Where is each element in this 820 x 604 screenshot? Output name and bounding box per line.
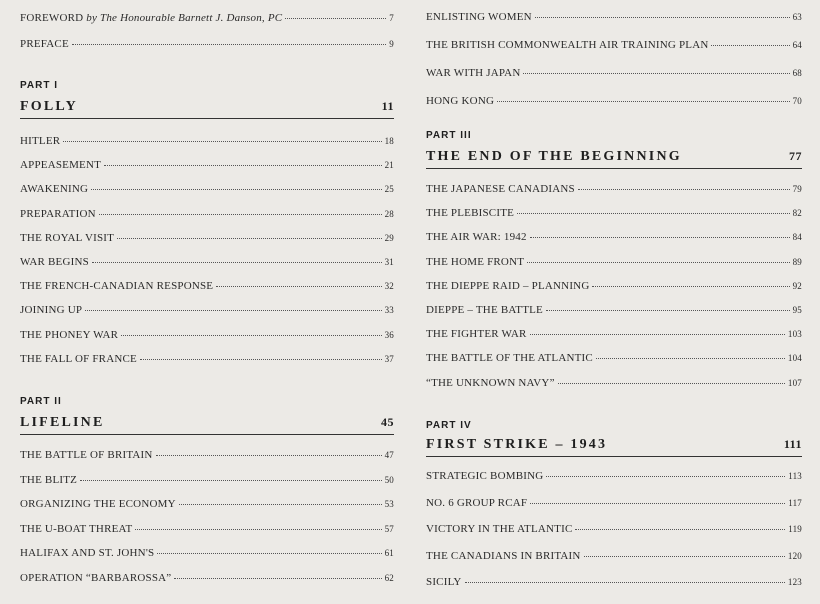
page-number: 120: [787, 550, 802, 561]
entry-title: HALIFAX AND ST. JOHN'S: [20, 547, 155, 560]
part-title[interactable]: THE END OF THE BEGINNING 77: [426, 149, 802, 169]
entry-title: THE BATTLE OF THE ATLANTIC: [426, 352, 593, 365]
entry-title: NO. 6 GROUP RCAF: [426, 496, 528, 509]
page-number: 77: [789, 149, 802, 163]
toc-entry[interactable]: [20, 474, 394, 486]
page-number: 9: [389, 39, 394, 49]
page-number: 53: [384, 499, 394, 510]
dot-leader: [592, 286, 789, 287]
entry-title: SICILY: [426, 576, 462, 589]
dot-leader: [711, 45, 789, 46]
dot-leader: [546, 476, 785, 477]
toc-entry[interactable]: [426, 328, 802, 340]
toc-entry[interactable]: [426, 576, 802, 588]
entry-title: THE FALL OF FRANCE: [20, 352, 137, 365]
dot-leader: [135, 529, 381, 530]
page-number: 62: [384, 573, 394, 583]
entry-title: ORGANIZING THE ECONOMY: [20, 498, 176, 511]
page-number: 32: [384, 281, 394, 292]
toc-entry[interactable]: [20, 353, 394, 365]
entry-title: THE PLEBISCITE: [426, 207, 515, 220]
entry-title: STRATEGIC BOMBING: [426, 470, 544, 482]
page-number: 25: [384, 184, 394, 195]
dot-leader: [99, 214, 382, 215]
page-number: 28: [384, 208, 394, 219]
part-label: PART II: [20, 396, 62, 407]
toc-entry[interactable]: [426, 523, 802, 535]
entry-title: THE U-BOAT THREAT: [20, 522, 133, 535]
part-title[interactable]: LIFELINE 45: [20, 415, 394, 435]
entry-title: THE HOME FRONT: [426, 255, 525, 268]
entry-title: THE JAPANESE CANADIANS: [426, 183, 575, 195]
page-number: 79: [792, 184, 802, 194]
page-number: 18: [384, 136, 394, 146]
entry-title: APPEASEMENT: [20, 159, 102, 172]
dot-leader: [530, 503, 785, 504]
dot-leader: [121, 335, 381, 336]
toc-entry[interactable]: [20, 159, 394, 171]
toc-entry-foreword[interactable]: FOREWORD by The Honourable Barnett J. Danson, PC 7: [20, 12, 394, 24]
page-number: 45: [381, 415, 394, 429]
toc-entry[interactable]: [426, 470, 802, 482]
toc-entry[interactable]: [426, 497, 802, 509]
page-number: 95: [792, 305, 802, 315]
dot-leader: [72, 44, 386, 45]
toc-entry[interactable]: [426, 377, 802, 389]
part-title[interactable]: FIRST STRIKE – 1943 111: [426, 437, 802, 457]
toc-entry[interactable]: [20, 304, 394, 316]
toc-entry[interactable]: [20, 135, 394, 147]
toc-entry[interactable]: [20, 256, 394, 268]
page-number: 63: [792, 12, 802, 22]
entry-title: THE DIEPPE RAID – PLANNING: [426, 279, 590, 292]
toc-entry[interactable]: [20, 523, 394, 535]
toc-entry[interactable]: [426, 207, 802, 219]
entry-title: THE AIR WAR: 1942: [426, 231, 527, 244]
toc-entry[interactable]: [20, 329, 394, 341]
dot-leader: [523, 73, 789, 74]
page-number: 103: [787, 329, 802, 340]
entry-title: THE FIGHTER WAR: [426, 328, 527, 341]
dot-leader: [575, 529, 785, 530]
entry-title: THE BLITZ: [20, 473, 78, 486]
entry-title: JOINING UP: [20, 304, 83, 317]
part-title[interactable]: FOLLY 11: [20, 99, 394, 119]
page-number: 33: [384, 305, 394, 316]
entry-title: THE ROYAL VISIT: [20, 231, 115, 244]
dot-leader: [497, 101, 789, 102]
dot-leader: [156, 455, 382, 456]
page-number: 31: [384, 257, 394, 267]
dot-leader: [285, 18, 386, 19]
dot-leader: [596, 358, 785, 359]
part-label: PART I: [20, 80, 59, 91]
entry-title: AWAKENING: [20, 183, 89, 196]
toc-entry[interactable]: [20, 449, 394, 461]
dot-leader: [179, 504, 382, 505]
dot-leader: [104, 165, 382, 166]
entry-title: PREPARATION: [20, 207, 96, 220]
toc-entry[interactable]: [426, 95, 802, 107]
toc-entry[interactable]: [20, 183, 394, 195]
page-number: 117: [788, 497, 802, 508]
dot-leader: [578, 189, 790, 190]
entry-title: THE FRENCH-CANADIAN RESPONSE: [20, 280, 214, 293]
entry-title: VICTORY IN THE ATLANTIC: [426, 523, 573, 536]
dot-leader: [157, 553, 381, 554]
dot-leader: [63, 141, 381, 142]
dot-leader: [530, 334, 785, 335]
page-number: 64: [792, 40, 802, 50]
dot-leader: [535, 17, 790, 18]
toc-entry[interactable]: [426, 280, 802, 292]
page-number: 57: [384, 523, 394, 534]
page-number: 84: [792, 232, 802, 243]
page-number: 70: [792, 96, 802, 106]
entry-title: “THE UNKNOWN NAVY”: [426, 376, 555, 389]
toc-entry[interactable]: [20, 208, 394, 220]
entry-title: THE CANADIANS IN BRITAIN: [426, 549, 581, 562]
entry-title: ENLISTING WOMEN: [426, 11, 532, 23]
page-number: 29: [384, 232, 394, 243]
page-number: 107: [787, 377, 802, 388]
dot-leader: [465, 582, 785, 583]
toc-entry[interactable]: [426, 256, 802, 268]
toc-entry[interactable]: [426, 352, 802, 364]
toc-entry[interactable]: [20, 280, 394, 292]
dot-leader: [216, 286, 381, 287]
dot-leader: [80, 480, 382, 481]
entry-title: THE BATTLE OF BRITAIN: [20, 449, 153, 461]
page-number: 111: [783, 437, 802, 451]
entry-title: THE PHONEY WAR: [20, 328, 119, 341]
dot-leader: [517, 213, 790, 214]
toc-entry[interactable]: [20, 547, 394, 559]
dot-leader: [584, 556, 785, 557]
toc-entry[interactable]: [426, 550, 802, 562]
part-label: PART III: [426, 130, 472, 141]
page-number: 89: [792, 256, 802, 267]
page-number: 123: [787, 577, 802, 588]
entry-title: OPERATION “BARBAROSSA”: [20, 572, 172, 584]
page-number: 37: [384, 353, 394, 364]
entry-title: HITLER: [20, 135, 61, 147]
toc-entry[interactable]: [426, 67, 802, 79]
dot-leader: [117, 238, 382, 239]
toc-entry[interactable]: [20, 572, 394, 584]
dot-leader: [530, 237, 790, 238]
page-number: 68: [792, 68, 802, 78]
page-number: 11: [381, 99, 394, 113]
toc-entry[interactable]: [426, 39, 802, 51]
page-number: 21: [384, 160, 394, 171]
toc-entry[interactable]: [426, 11, 802, 23]
page-number: 47: [384, 450, 394, 460]
toc-entry[interactable]: [426, 231, 802, 243]
dot-leader: [174, 578, 381, 579]
page-number: 119: [788, 524, 802, 535]
entry-title: THE BRITISH COMMONWEALTH AIR TRAINING PLAN: [426, 39, 709, 51]
toc-entry[interactable]: [20, 498, 394, 510]
dot-leader: [92, 262, 382, 263]
dot-leader: [91, 189, 381, 190]
page-number: 113: [788, 471, 802, 481]
part-label: PART IV: [426, 420, 472, 431]
toc-entry-preface[interactable]: PREFACE 9: [20, 38, 394, 50]
page-number: 7: [389, 13, 394, 23]
dot-leader: [546, 310, 790, 311]
page-number: 82: [792, 208, 802, 219]
toc-entry[interactable]: [20, 232, 394, 244]
dot-leader: [527, 262, 789, 263]
dot-leader: [140, 359, 382, 360]
toc-entry[interactable]: [426, 183, 802, 195]
page-number: 50: [384, 474, 394, 485]
toc-entry[interactable]: [426, 304, 802, 316]
entry-title: DIEPPE – THE BATTLE: [426, 304, 543, 316]
entry-title: WAR BEGINS: [20, 256, 89, 268]
page-number: 92: [792, 280, 802, 291]
entry-title: WAR WITH JAPAN: [426, 67, 521, 79]
entry-title: HONG KONG: [426, 95, 495, 107]
dot-leader: [85, 310, 381, 311]
dot-leader: [558, 383, 785, 384]
page-number: 61: [384, 548, 394, 559]
page-number: 104: [787, 353, 802, 364]
page-number: 36: [384, 329, 394, 340]
